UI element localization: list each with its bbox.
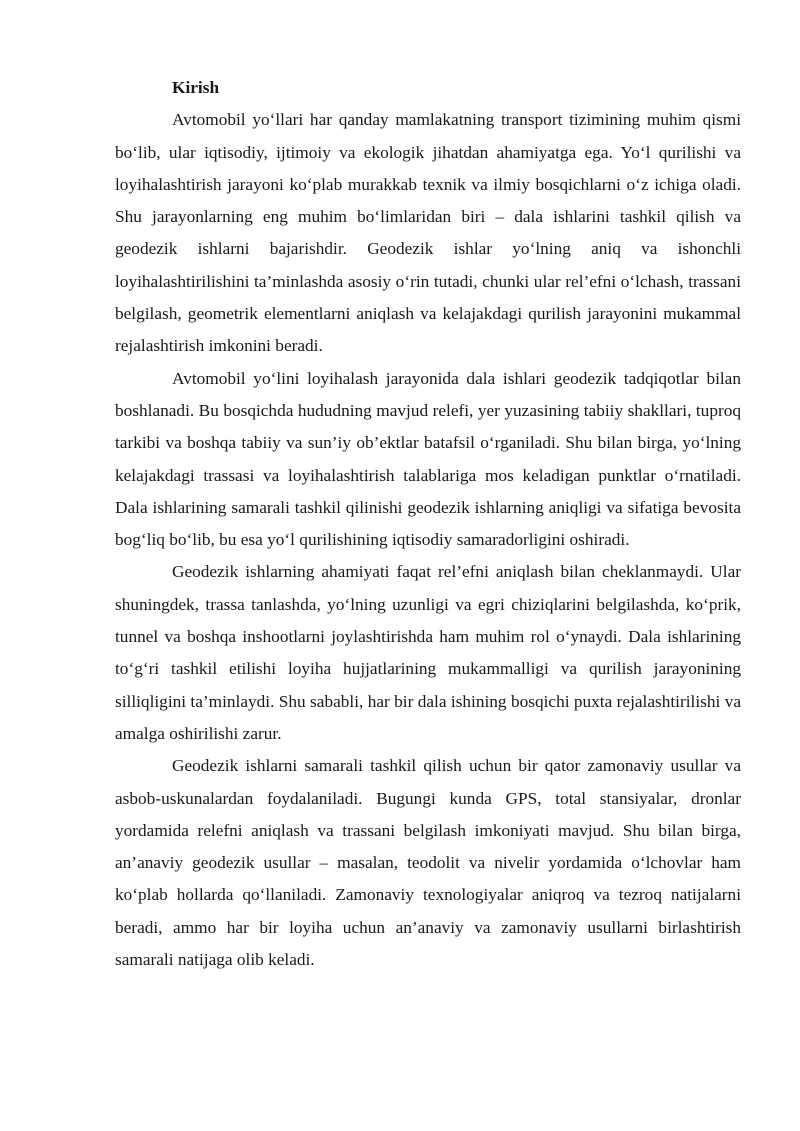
- paragraph-intro: Avtomobil yo‘llari har qanday mamlakatning transport tizimining muhim qismi bo‘lib, ular iqtisodiy, ijtimoiy va ekologik jihatdan ahamiyatga ega. Yo‘l qurilishi va loyihalashtirish jarayoni ko‘plab murakkab texnik va ilmiy bosqichlarni o‘z ichiga oladi. Shu jarayonlarning eng muhim bo‘limlaridan biri – dala ishlarini tashkil qilish va geodezik ishlarni bajarishdir. Geodezik ishlar yo‘lning aniq va ishonchli loyihalashtirilishini ta’minlashda asosiy o‘rin tutadi, chunki ular rel’efni o‘lchash, trassani belgilash, geometrik elementlarni aniqlash va kelajakdagi qurilish jarayonini mukammal rejalashtirish imkonini beradi.: [115, 110, 741, 356]
- document-page: [115, 72, 741, 976]
- paragraph-modern-methods: Geodezik ishlarni samarali tashkil qilish uchun bir qator zamonaviy usullar va asbob-uskunalardan foydalaniladi. Bugungi kunda GPS, total stansiyalar, dronlar yordamida relefni aniqlash va trassani belgilash imkoniyati mavjud. Shu bilan birga, an’anaviy geodezik usullar – masalan, teodolit va nivelir yordamida o‘lchovlar ham ko‘plab hollarda qo‘llaniladi. Zamonaviy texnologiyalar aniqroq va tezroq natijalarni beradi, ammo har bir loyiha uchun an’anaviy va zamonaviy usullarni birlashtirish samarali natijaga olib keladi.: [115, 756, 741, 970]
- paragraph-geodesy-importance: Geodezik ishlarning ahamiyati faqat rel’efni aniqlash bilan cheklanmaydi. Ular shuningdek, trassa tanlashda, yo‘lning uzunligi va egri chiziqlarini belgilashda, ko‘prik, tunnel va boshqa inshootlarni joylashtirishda ham muhim rol o‘ynaydi. Dala ishlarining to‘g‘ri tashkil etilishi loyiha hujjatlarining mukammalligi va qurilish jarayonining silliqligini ta’minlaydi. Shu sababli, har bir dala ishining bosqichi puxta rejalashtirilishi va amalga oshirilishi zarur.: [115, 562, 741, 743]
- section-heading: Kirish: [172, 78, 220, 97]
- paragraph-field-work: Avtomobil yo‘lini loyihalash jarayonida dala ishlari geodezik tadqiqotlar bilan boshlanadi. Bu bosqichda hududning mavjud relefi, yer yuzasining tabiiy shakllari, tuproq tarkibi va boshqa tabiiy va sun’iy ob’ektlar batafsil o‘rganiladi. Shu bilan birga, yo‘lning kelajakdagi trassasi va loyihalashtirish talablariga mos keladigan punktlar o‘rnatiladi. Dala ishlarining samarali tashkil qilinishi geodezik ishlarning aniqligi va sifatiga bevosita bog‘liq bo‘lib, bu esa yo‘l qurilishining iqtisodiy samaradorligini oshiradi.: [115, 368, 741, 550]
